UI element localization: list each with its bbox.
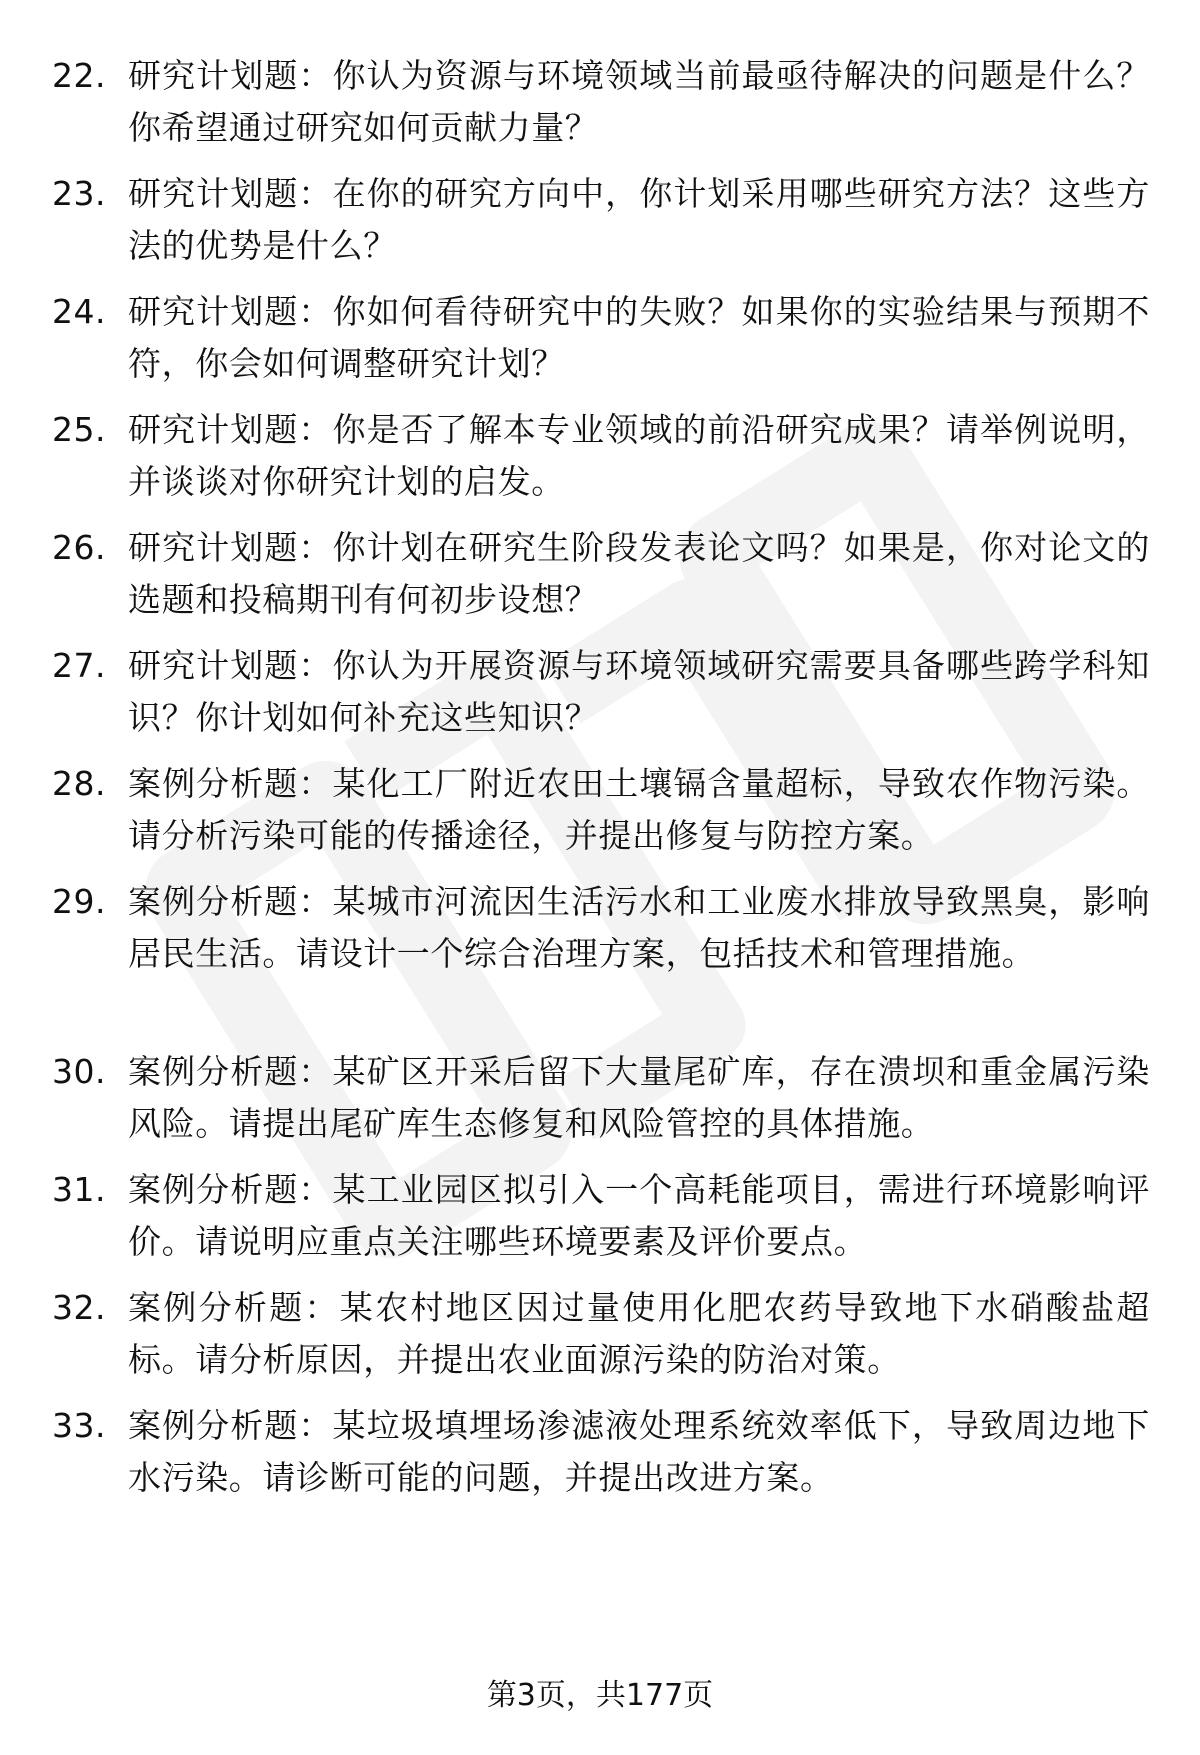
question-number: 23. xyxy=(52,174,106,213)
question-number: 31. xyxy=(52,1170,106,1209)
question-text: 研究计划题：你如何看待研究中的失败？如果你的实验结果与预期不符，你会如何调整研究计划？ xyxy=(128,292,1150,383)
question-number: 22. xyxy=(52,56,106,95)
question-number: 27. xyxy=(52,646,106,685)
question-text: 案例分析题：某工业园区拟引入一个高耗能项目，需进行环境影响评价。请说明应重点关注哪些环境要素及评价要点。 xyxy=(128,1170,1150,1261)
question-text: 研究计划题：你认为资源与环境领域当前最亟待解决的问题是什么？你希望通过研究如何贡献力量？ xyxy=(128,56,1150,147)
question-text: 研究计划题：你认为开展资源与环境领域研究需要具备哪些跨学科知识？你计划如何补充这些知识？ xyxy=(128,646,1150,737)
question-number: 29. xyxy=(52,882,106,921)
question-text: 研究计划题：你计划在研究生阶段发表论文吗？如果是，你对论文的选题和投稿期刊有何初步设想？ xyxy=(128,528,1150,619)
question-number: 26. xyxy=(52,528,106,567)
question-text: 案例分析题：某化工厂附近农田土壤镉含量超标，导致农作物污染。请分析污染可能的传播途径，并提出修复与防控方案。 xyxy=(128,764,1150,855)
question-number: 32. xyxy=(52,1288,106,1327)
question-number: 33. xyxy=(52,1406,106,1445)
question-number: 30. xyxy=(52,1052,106,1091)
question-text: 研究计划题：在你的研究方向中，你计划采用哪些研究方法？这些方法的优势是什么？ xyxy=(128,174,1150,265)
question-number: 28. xyxy=(52,764,106,803)
question-text: 案例分析题：某垃圾填埋场渗滤液处理系统效率低下，导致周边地下水污染。请诊断可能的问题，并提出改进方案。 xyxy=(128,1406,1150,1497)
question-number: 24. xyxy=(52,292,106,331)
question-number: 25. xyxy=(52,410,106,449)
question-text: 案例分析题：某农村地区因过量使用化肥农药导致地下水硝酸盐超标。请分析原因，并提出农业面源污染的防治对策。 xyxy=(128,1288,1150,1379)
question-text: 案例分析题：某矿区开采后留下大量尾矿库，存在溃坝和重金属污染风险。请提出尾矿库生态修复和风险管控的具体措施。 xyxy=(128,1052,1150,1143)
page-footer: 第3页，共177页 xyxy=(486,1678,714,1713)
question-text: 案例分析题：某城市河流因生活污水和工业废水排放导致黑臭，影响居民生活。请设计一个综合治理方案，包括技术和管理措施。 xyxy=(128,882,1150,973)
question-text: 研究计划题：你是否了解本专业领域的前沿研究成果？请举例说明，并谈谈对你研究计划的启发。 xyxy=(128,410,1150,501)
